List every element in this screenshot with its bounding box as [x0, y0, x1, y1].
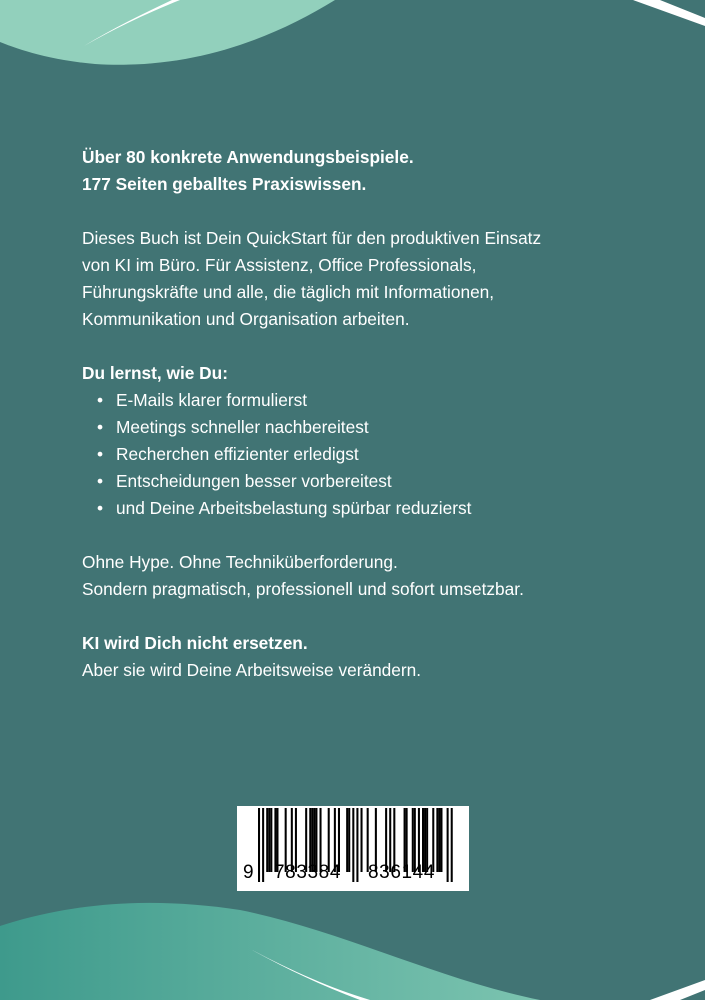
headline	[82, 144, 682, 198]
barcode-bar	[356, 808, 358, 882]
barcode-bar	[268, 808, 270, 872]
headline-line: 177 Seiten geballtes Praxiswissen.	[82, 174, 367, 194]
intro-paragraph	[82, 225, 682, 333]
bottom-wave	[0, 903, 540, 1000]
back-cover-text	[82, 144, 682, 711]
barcode-bar	[352, 808, 354, 882]
barcode-first-digit: 9	[243, 862, 255, 883]
list-item: • Recherchen effizienter erledigst	[82, 441, 682, 468]
barcode-bar	[346, 808, 348, 872]
barcode-bar	[266, 808, 268, 872]
barcode-bar	[262, 808, 264, 882]
intro-line: Führungskräfte und alle, die täglich mit Informationen,	[82, 282, 495, 302]
barcode-bar	[447, 808, 449, 882]
barcode-bar	[258, 808, 260, 882]
isbn-barcode	[237, 806, 469, 891]
closing-line: Aber sie wird Deine Arbeitsweise verändern.	[82, 660, 422, 680]
barcode-bar	[438, 808, 440, 872]
intro-line: Kommunikation und Organisation arbeiten.	[82, 309, 410, 329]
pragmatic-line: Sondern pragmatisch, professionell und sofort umsetzbar.	[82, 579, 524, 599]
list-item: • und Deine Arbeitsbelastung spürbar reduzierst	[82, 495, 682, 522]
bottom-right-stroke	[650, 980, 705, 1000]
top-right-stroke	[633, 0, 705, 26]
pragmatic-paragraph	[82, 549, 682, 603]
closing-bold: KI wird Dich nicht ersetzen.	[82, 633, 308, 653]
barcode-bar	[348, 808, 350, 872]
list-item: • Meetings schneller nachbereitest	[82, 414, 682, 441]
list-item: • Entscheidungen besser vorbereitest	[82, 468, 682, 495]
closing-paragraph	[82, 630, 682, 684]
barcode-bar	[361, 808, 363, 872]
top-wave	[0, 0, 335, 65]
barcode-right-digits: 836144	[368, 862, 436, 883]
intro-line: von KI im Büro. Für Assistenz, Office Professionals,	[82, 255, 477, 275]
headline-line: Über 80 konkrete Anwendungsbeispiele.	[82, 147, 414, 167]
learn-heading: Du lernst, wie Du:	[82, 363, 228, 383]
pragmatic-line: Ohne Hype. Ohne Techniküberforderung.	[82, 552, 398, 572]
barcode-bar	[270, 808, 272, 872]
intro-line: Dieses Buch ist Dein QuickStart für den produktiven Einsatz	[82, 228, 542, 248]
learn-list	[82, 387, 682, 522]
barcode-bar	[440, 808, 442, 872]
list-item: • E-Mails klarer formulierst	[82, 387, 682, 414]
barcode-bar	[436, 808, 438, 872]
barcode-left-digits: 783384	[274, 862, 342, 883]
barcode-bar	[451, 808, 453, 882]
